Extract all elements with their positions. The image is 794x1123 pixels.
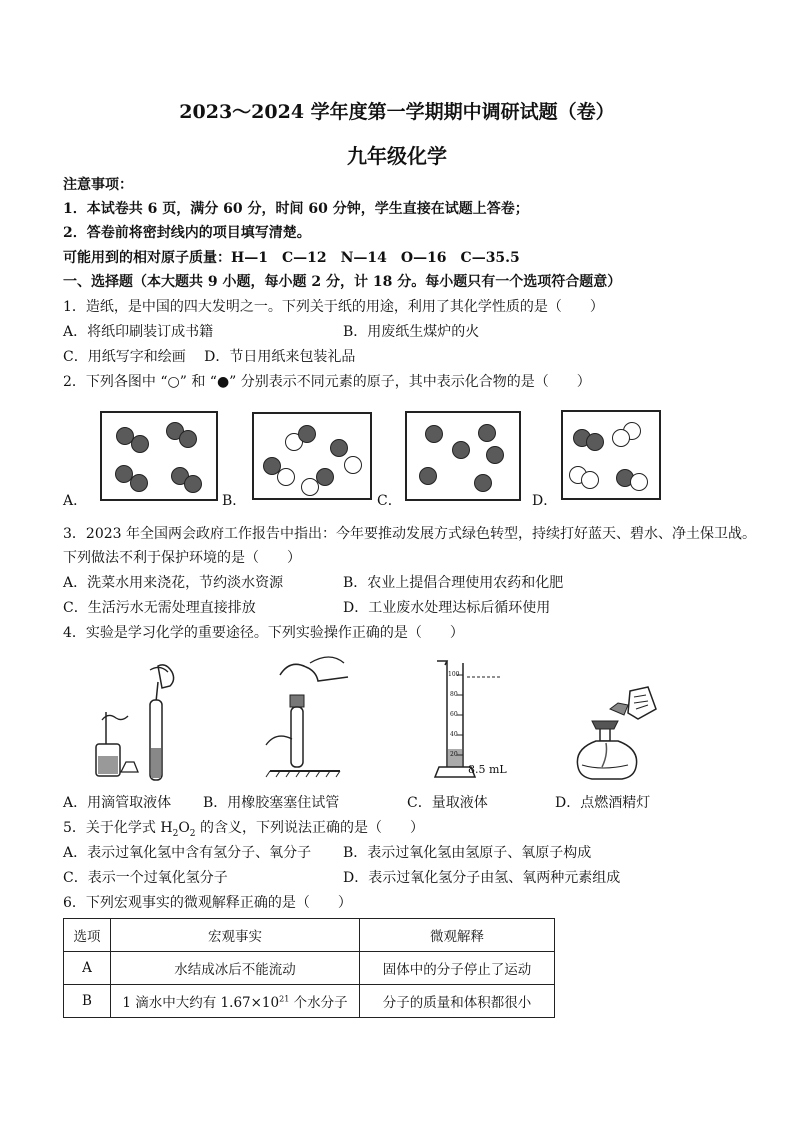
atom-light	[301, 478, 319, 496]
atom-light	[277, 468, 295, 486]
atom-dark	[474, 474, 492, 492]
atom-dark	[316, 468, 334, 486]
q1-option-a: A．将纸印刷装订成书籍	[63, 324, 214, 340]
q4-option-d: D．点燃酒精灯	[555, 795, 651, 811]
note-1: 1．本试卷共 6 页，满分 60 分，时间 60 分钟，学生直接在试题上答卷；	[63, 201, 529, 217]
q2-label-d: D．	[532, 493, 558, 509]
q3-option-c: C．生活污水无需处理直接排放	[63, 600, 256, 616]
atom-dark	[452, 441, 470, 459]
table-header-cell: 微观解释	[360, 919, 555, 952]
q5-option-b: B．表示过氧化氢由氢原子、氧原子构成	[343, 845, 592, 861]
atom-dark	[330, 439, 348, 457]
q5-option-d: D．表示过氧化氢分子由氢、氧两种元素组成	[343, 870, 621, 886]
atom-dark	[486, 446, 504, 464]
q4-stem: 4．实验是学习化学的重要途径。下列实验操作正确的是（ ）	[63, 625, 464, 641]
atom-dark	[425, 425, 443, 443]
q4-option-a: A．用滴管取液体	[63, 795, 172, 811]
q4-figure-a-dropper	[88, 660, 188, 785]
table-cell: 分子的质量和体积都很小	[360, 985, 555, 1018]
table-row	[64, 985, 555, 1018]
q2-stem: 2．下列各图中 “○” 和 “●” 分别表示不同元素的原子，其中表示化合物的是（ ）	[63, 374, 591, 390]
cyl-mark-20: 20	[450, 751, 458, 758]
q3-stem-line2: 下列做法不利于保护环境的是（ ）	[63, 550, 301, 566]
atomic-mass-line: 可能用到的相对原子质量：H—1 C—12 N—14 O—16 C—35.5	[63, 250, 520, 266]
q3-option-d: D．工业废水处理达标后循环使用	[343, 600, 551, 616]
q1-option-b: B．用废纸生煤炉的火	[343, 324, 480, 340]
atom-dark	[184, 475, 202, 493]
table-cell: 1 滴水中大约有 $1.67\times 10^{21}$ 个水分子	[111, 985, 360, 1018]
table-header-cell: 选项	[64, 919, 111, 952]
q4-figure-d-lamp	[570, 685, 665, 785]
q3-stem-line1: 3．2023 年全国两会政府工作报告中指出：今年要推动发展方式绿色转型，持续打好蓝天、碧水、净土保卫战。	[63, 526, 756, 542]
q6-table	[63, 918, 555, 1018]
table-cell: B	[64, 985, 111, 1018]
table-row	[64, 952, 555, 985]
atom-light	[344, 456, 362, 474]
cylinder-reading: 8.5 mL	[468, 763, 507, 776]
atom-dark	[130, 474, 148, 492]
q4-figure-b-stopper	[260, 655, 350, 785]
atom-dark	[478, 424, 496, 442]
q2-figure-b	[252, 412, 372, 500]
notes-heading: 注意事项：	[63, 177, 133, 193]
q1-stem: 1．造纸，是中国的四大发明之一。下列关于纸的用途，利用了其化学性质的是（ ）	[63, 299, 604, 315]
q2-label-b: B．	[222, 493, 247, 509]
cyl-mark-100: 100	[448, 671, 460, 678]
q2-figure-c	[405, 411, 521, 501]
q2-figure-d	[561, 410, 661, 500]
section1-heading: 一、选择题（本大题共 9 小题，每小题 2 分，计 18 分。每小题只有一个选项符合题意）	[63, 274, 622, 290]
cyl-mark-40: 40	[450, 731, 458, 738]
q1-option-cd: C．用纸写字和绘画 D．节日用纸来包装礼品	[63, 349, 356, 365]
q4-option-c: C．量取液体	[407, 795, 488, 811]
table-header-row	[64, 919, 555, 952]
q2-label-a: A．	[63, 493, 88, 509]
atom-dark	[298, 425, 316, 443]
table-cell: 固体中的分子停止了运动	[360, 952, 555, 985]
q6-stem: 6．下列宏观事实的微观解释正确的是（ ）	[63, 895, 352, 911]
note-2: 2．答卷前将密封线内的项目填写清楚。	[63, 225, 311, 241]
atom-dark	[419, 467, 437, 485]
cyl-mark-60: 60	[450, 711, 458, 718]
q2-figure-a	[100, 411, 218, 501]
atom-light	[581, 471, 599, 489]
q4-option-b: B．用橡胶塞塞住试管	[203, 795, 340, 811]
atom-light	[612, 429, 630, 447]
cyl-mark-80: 80	[450, 691, 458, 698]
q5-stem: 5．关于化学式 $H_2O_2$ 的含义，下列说法正确的是（ ）	[63, 820, 424, 839]
q5-option-a: A．表示过氧化氢中含有氢分子、氧分子	[63, 845, 312, 861]
q3-option-b: B．农业上提倡合理使用农药和化肥	[343, 575, 564, 591]
atom-dark	[179, 430, 197, 448]
page-title: 2023～2024 学年度第一学期期中调研试题（卷）	[179, 101, 615, 123]
page-subtitle: 九年级化学	[347, 144, 447, 168]
table-header-cell: 宏观事实	[111, 919, 360, 952]
q3-option-a: A．洗菜水用来浇花，节约淡水资源	[63, 575, 284, 591]
atom-dark	[586, 433, 604, 451]
table-cell: 水结成冰后不能流动	[111, 952, 360, 985]
q5-option-c: C．表示一个过氧化氢分子	[63, 870, 228, 886]
q2-label-c: C．	[377, 493, 402, 509]
atom-light	[630, 473, 648, 491]
table-cell: A	[64, 952, 111, 985]
atom-dark	[131, 435, 149, 453]
